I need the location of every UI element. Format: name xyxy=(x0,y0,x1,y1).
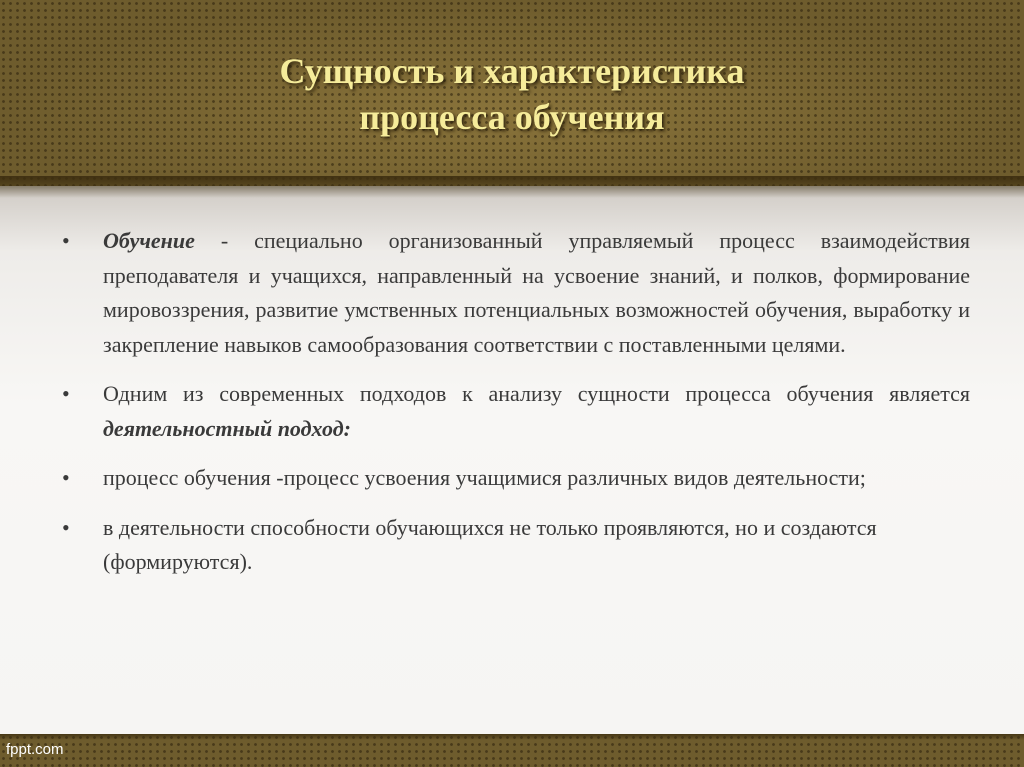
bullet-item-process xyxy=(62,461,970,496)
approach-text: Одним из современных подходов к анализу сущности процесса обучения является xyxy=(103,381,970,406)
slide-title-line-2: процесса обучения xyxy=(359,97,665,137)
bullet-list xyxy=(62,224,970,595)
bullet-item-approach xyxy=(62,377,970,446)
bullet-item-abilities xyxy=(62,511,970,580)
bullet-dot: • xyxy=(62,381,70,406)
abilities-text: в деятельности способности обучающихся не только проявляются, но и создаются (формируются). xyxy=(103,514,877,574)
footer-band xyxy=(0,734,1024,767)
definition-text: - специально организованный управляемый процесс взаимодействия преподавателя и учащихся, направленный на усвоение знаний, и полков, формирование мировоззрения, развитие умственных потенциальных возможностей обучения, выработку и закрепление навыков самообразования соответствии с поставленными целями. xyxy=(103,228,970,357)
header-shadow xyxy=(0,176,1024,198)
bullet-dot: • xyxy=(62,228,70,253)
term-obuchenie: Обучение xyxy=(103,228,195,253)
slide-title xyxy=(0,48,1024,140)
bullet-dot: • xyxy=(62,465,70,490)
bullet-item-definition xyxy=(62,224,970,362)
slide-title-line-1: Сущность и характеристика xyxy=(279,51,745,91)
approach-emphasis: деятельностный подход: xyxy=(103,415,351,441)
process-text: процесс обучения -процесс усвоения учащимися различных видов деятельности; xyxy=(103,465,866,490)
bullet-dot: • xyxy=(62,514,70,540)
brand-watermark: fppt.com xyxy=(6,741,64,758)
